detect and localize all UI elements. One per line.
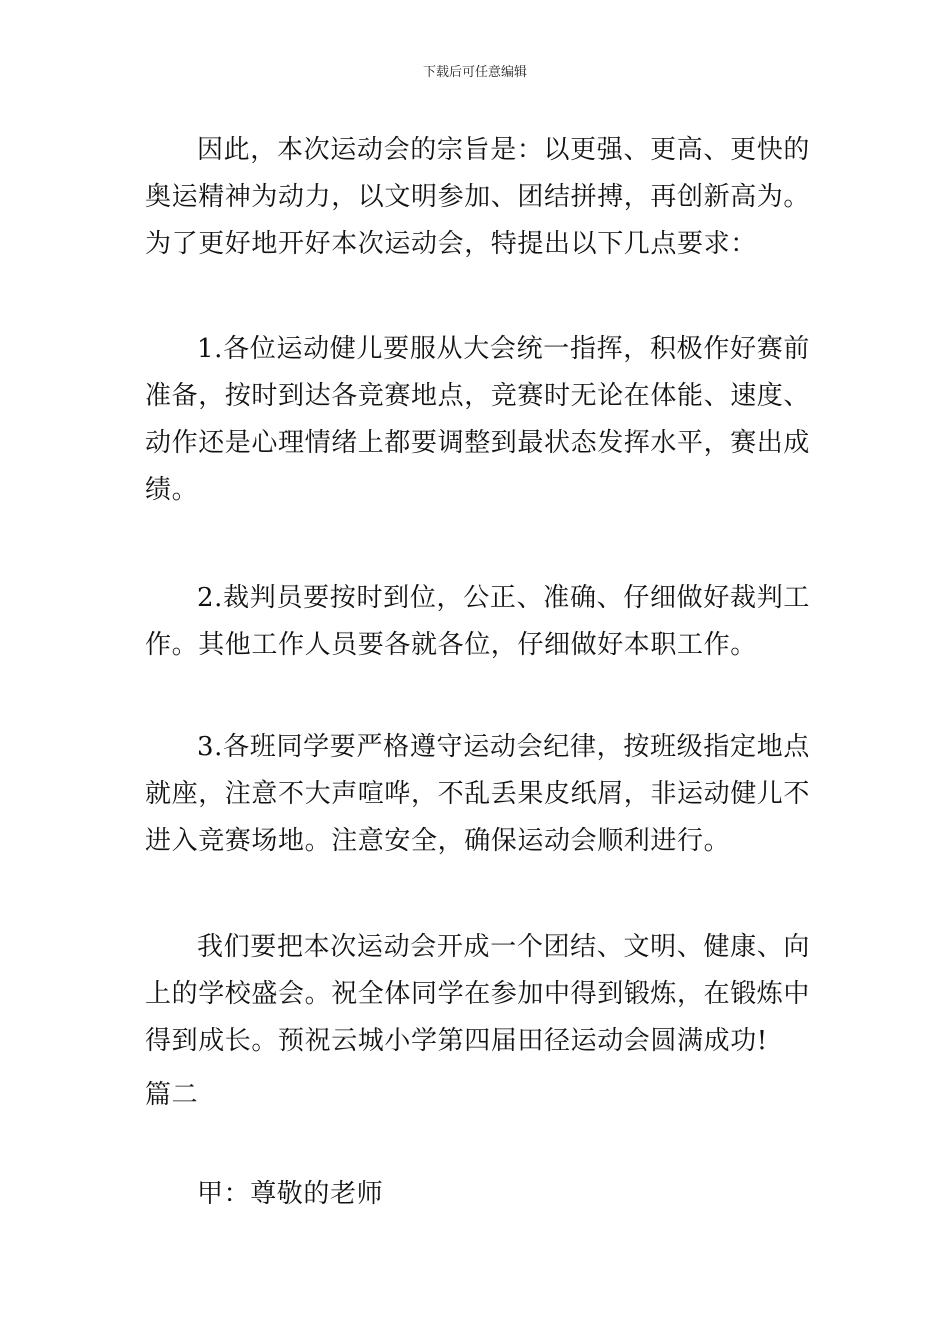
paragraph-closing-wish: 我们要把本次运动会开成一个团结、文明、健康、向上的学校盛会。祝全体同学在参加中得到锻炼，在锻炼中得到成长。预祝云城小学第四届田径运动会圆满成功! xyxy=(145,932,811,1056)
section-heading: 篇二 xyxy=(145,1080,199,1110)
page-header: 下载后可任意编辑 xyxy=(422,65,527,80)
paragraph-requirement-3: 3.各班同学要严格遵守运动会纪律，按班级指定地点就座，注意不大声喧哗，不乱丢果皮纸屑，非运动健儿不进入竞赛场地。注意安全，确保运动会顺利进行。 xyxy=(145,732,811,856)
greeting-line: 甲：尊敬的老师 xyxy=(197,1179,384,1209)
paragraph-purpose: 因此，本次运动会的宗旨是：以更强、更高、更快的奥运精神为动力，以文明参加、团结拼搏，再创新高为。为了更好地开好本次运动会，特提出以下几点要求： xyxy=(145,135,811,259)
paragraph-requirement-2: 2.裁判员要按时到位，公正、准确、仔细做好裁判工作。其他工作人员要各就各位，仔细做好本职工作。 xyxy=(145,583,810,660)
paragraph-requirement-1: 1.各位运动健儿要服从大会统一指挥，积极作好赛前准备，按时到达各竞赛地点，竞赛时无论在体能、速度、动作还是心理情绪上都要调整到最状态发挥水平，赛出成绩。 xyxy=(145,334,811,505)
